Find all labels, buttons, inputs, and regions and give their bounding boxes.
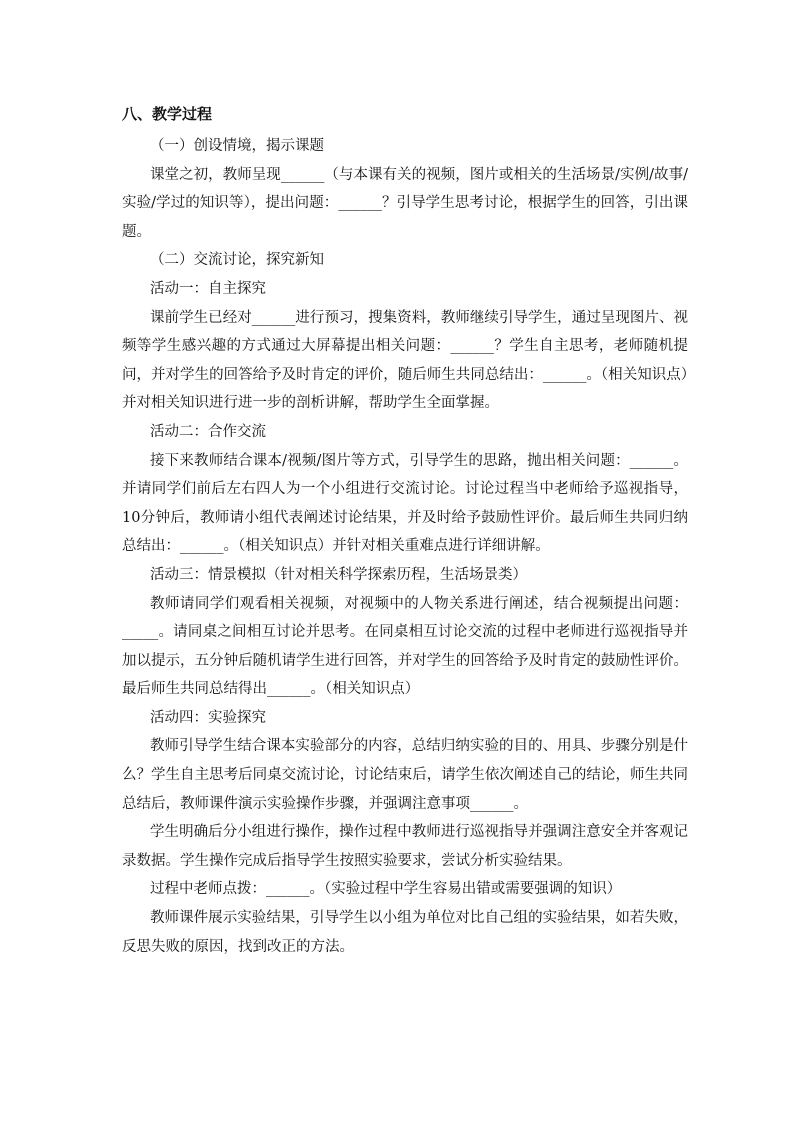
document-body: [122, 100, 688, 961]
activity4-paragraph-4: 教师课件展示实验结果，引导学生以小组为单位对比自己组的实验结果，如若失败，反思失败的原因，找到改正的方法。: [122, 910, 688, 955]
activity4-title: 活动四：实验探究: [150, 709, 266, 726]
part1-title: （一）创设情境，揭示课题: [150, 138, 324, 154]
activity3-paragraph: 教师请同学们观看相关视频，对视频中的人物关系进行阐述，结合视频提出问题：_____。请同桌之间相互讨论并思考。在同桌相互讨论交流的过程中老师进行巡视指导并加以提示，五分钟后随机请学生进行回答，并对学生的回答给予及时肯定的鼓励性评价。最后师生共同总结得出______。（相关知识点）: [122, 595, 688, 698]
activity4-paragraph-2: 学生明确后分小组进行操作，操作过程中教师进行巡视指导并强调注意安全并客观记录数据。学生操作完成后指导学生按照实验要求，尝试分析实验结果。: [122, 824, 688, 869]
activity1-title: 活动一：自主探究: [150, 280, 266, 297]
part2-title: （二）交流讨论，探究新知: [150, 252, 324, 269]
part1-paragraph: 课堂之初，教师呈现______（与本课有关的视频，图片或相关的生活场景/实例/故事/实验/学过的知识等），提出问题：______？引导学生思考讨论，根据学生的回答，引出课题。: [122, 166, 688, 240]
activity4-paragraph-3: 过程中老师点拨：______。（实验过程中学生容易出错或需要强调的知识）: [150, 881, 622, 898]
activity2-title: 活动二：合作交流: [150, 423, 266, 440]
activity1-paragraph: 课前学生已经对______进行预习，搜集资料，教师继续引导学生，通过呈现图片、视频等学生感兴趣的方式通过大屏幕提出相关问题：______？学生自主思考，老师随机提问，并对学生的回答给予及时肯定的评价，随后师生共同总结出：______。（相关知识点）并对相关知识进行进一步的剖析讲解，帮助学生全面掌握。: [122, 309, 688, 412]
activity3-title: 活动三：情景模拟（针对相关科学探索历程，生活场景类）: [150, 566, 527, 583]
activity2-paragraph: 接下来教师结合课本/视频/图片等方式，引导学生的思路，抛出相关问题：______。并请同学们前后左右四人为一个小组进行交流讨论。讨论过程当中老师给予巡视指导，10分钟后，教师请小组代表阐述讨论结果，并及时给予鼓励性评价。最后师生共同归纳总结出：______。（相关知识点）并针对相关重难点进行详细讲解。: [122, 452, 688, 555]
section-title: 八、教学过程: [122, 105, 213, 123]
activity4-paragraph-1: 教师引导学生结合课本实验部分的内容，总结归纳实验的目的、用具、步骤分别是什么？学生自主思考后同桌交流讨论，讨论结束后，请学生依次阐述自己的结论，师生共同总结后，教师课件演示实验操作步骤，并强调注意事项______。: [122, 738, 688, 812]
